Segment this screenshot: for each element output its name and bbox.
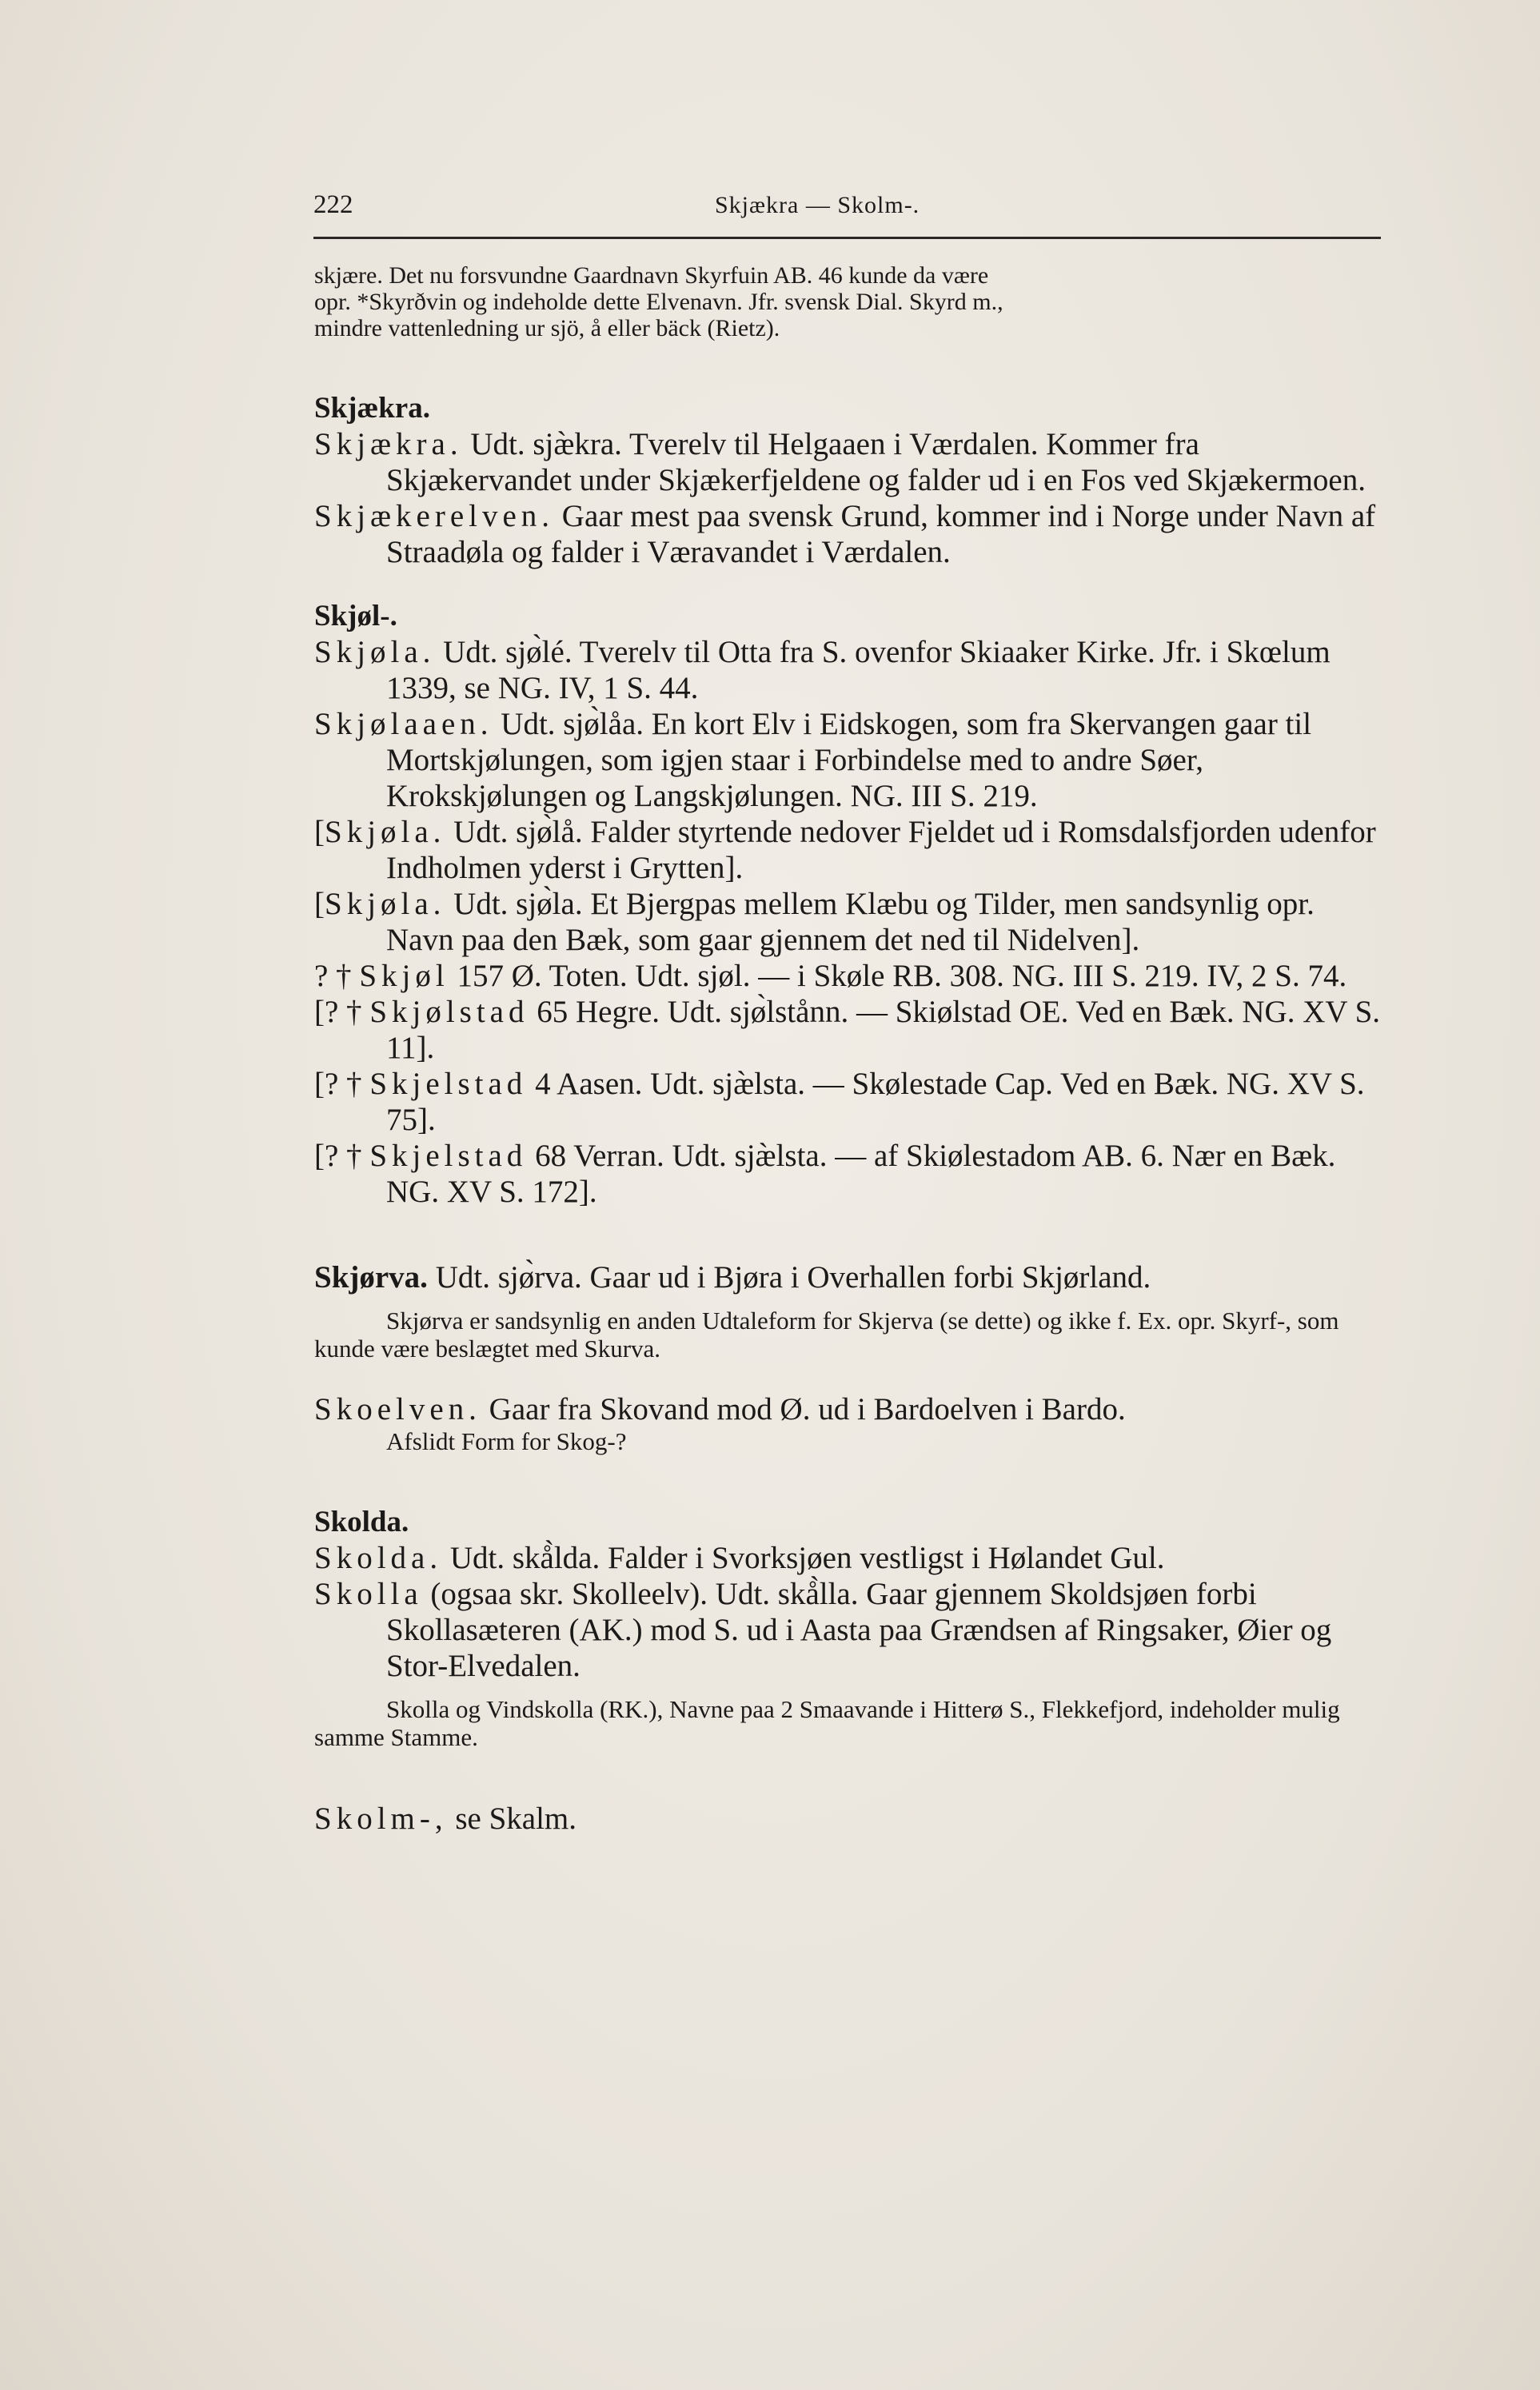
entry-name: Skjølstad (369, 995, 529, 1029)
entry-skjelstad-verran (314, 1138, 1382, 1210)
entry-name: Skjølaaen. (314, 707, 493, 741)
note-skolla: Skolla og Vindskolla (RK.), Navne paa 2 Smaavande i Hitterø S., Flekkefjord, indeholder mulig samme Stamme. (314, 1695, 1340, 1751)
entry-text: Gaar fra Skovand mod Ø. ud i Bardoelven i Bardo. (489, 1392, 1126, 1426)
spacer (314, 1684, 1382, 1695)
entry-skjola-romsdal (314, 814, 1382, 886)
page-header (313, 190, 1379, 238)
entry-prefix: [? † (314, 1067, 370, 1101)
entry-name: Skjelstad (369, 1067, 528, 1101)
entry-skolm (314, 1801, 1382, 1837)
entry-name: Skjækra. (314, 427, 463, 461)
entry-prefix: [ (314, 887, 325, 921)
entry-name: Skolda. (314, 1541, 443, 1575)
section-heading-skjaekra: Skjækra. (314, 392, 430, 425)
entry-text: 157 Ø. Toten. Udt. sjøl. — i Skøle RB. 308. NG. III S. 219. IV, 2 S. 74. (457, 959, 1347, 993)
entry-text: Gaar mest paa svensk Grund, kommer ind i Norge under Navn af Straadøla og falder i Væravandet i Værdalen. (386, 499, 1376, 569)
entry-name: Skjøla. (325, 887, 446, 921)
spacer (314, 341, 1382, 391)
spacer (314, 570, 1382, 599)
intro-line: skjære. Det nu forsvundne Gaardnavn Skyrfuin AB. 46 kunde da være (314, 262, 989, 289)
entry-text: se Skalm. (455, 1801, 577, 1836)
entry-skjola-otta (314, 634, 1382, 706)
intro-line: mindre vattenledning ur sjö, å eller bäck (Rietz). (314, 315, 780, 341)
entry-text: 4 Aasen. Udt. sjæ̀lsta. — Skølestade Cap. Ved en Bæk. NG. XV S. 75]. (386, 1067, 1365, 1137)
entry-text: (ogsaa skr. Skolleelv). Udt. skå̀lla. Gaar gjennem Skoldsjøen forbi Skollasæteren (AK.) mod S. ud i Aasta paa Grændsen af Ringsaker, Øier og Stor-Elvedalen. (386, 1577, 1332, 1683)
entry-name: Skjøla. (325, 815, 446, 849)
entry-skjola-klaebu (314, 886, 1382, 958)
entry-prefix: [? † (314, 995, 370, 1029)
entry-skjol-toten (314, 958, 1382, 994)
spacer (314, 1363, 1382, 1391)
entry-prefix: ? † (314, 959, 360, 993)
spacer (314, 1455, 1382, 1505)
running-head: Skjækra — Skolm-. (715, 192, 920, 218)
entry-name: Skoelven. (314, 1392, 481, 1426)
entry-name: Skolla (314, 1577, 423, 1611)
entry-skjaekra (314, 426, 1382, 498)
entry-name: Skjøl (359, 959, 449, 993)
entry-prefix: [ (314, 815, 325, 849)
entry-text: Udt. sjø̀låa. En kort Elv i Eidskogen, som fra Skervangen gaar til Mortskjølungen, som igjen staar i Forbindelse med to andre Søer, Krokskjølungen og Langskjølungen. NG. III S. 219. (386, 707, 1312, 813)
entry-name: Skjækerelven. (314, 499, 555, 533)
page-number: 222 (313, 190, 353, 219)
entry-name: Skjøla. (314, 635, 436, 669)
section-heading-skjorva: Skjørva. (314, 1260, 428, 1295)
entry-text: 65 Hegre. Udt. sjø̀lstånn. — Skiølstad OE. Ved en Bæk. NG. XV S. 11]. (386, 995, 1381, 1065)
entry-text: Udt. sjø̀rva. Gaar ud i Bjøra i Overhallen forbi Skjørland. (435, 1260, 1151, 1295)
note-skoelven: Afslidt Form for Skog-? (386, 1427, 627, 1455)
spacer (314, 1295, 1382, 1307)
header-rule (313, 237, 1381, 239)
entry-skolda (314, 1540, 1382, 1576)
intro-line: opr. *Skyrðvin og indeholde dette Elvenavn. Jfr. svensk Dial. Skyrd m., (314, 289, 1003, 315)
spacer (314, 1751, 1382, 1801)
entry-text: 68 Verran. Udt. sjæ̀lsta. — af Skiølestadom AB. 6. Nær en Bæk. NG. XV S. 172]. (386, 1139, 1336, 1209)
entry-name: Skolm-, (314, 1801, 448, 1836)
entry-skjolstad (314, 994, 1382, 1066)
entry-skjelstad-aasen (314, 1066, 1382, 1138)
note-skjorva: Skjørva er sandsynlig en anden Udtaleform for Skjerva (se dette) og ikke f. Ex. opr. Skyrf-, som kunde være beslægtet med Skurva. (314, 1307, 1339, 1363)
entry-skjorva (314, 1259, 1382, 1295)
page-content (314, 262, 1382, 1837)
spacer (314, 1210, 1382, 1259)
entry-skolla (314, 1576, 1382, 1684)
entry-text: Udt. sjø̀la. Et Bjergpas mellem Klæbu og Tilder, men sandsynlig opr. Navn paa den Bæk, som gaar gjennem det ned til Nidelven]. (386, 887, 1315, 957)
entry-text: Udt. sjø̀lé. Tverelv til Otta fra S. ovenfor Skiaaker Kirke. Jfr. i Skœlum 1339, se NG. IV, 1 S. 44. (386, 635, 1331, 705)
entry-text: Udt. sjø̀lå. Falder styrtende nedover Fjeldet ud i Romsdalsfjorden udenfor Indholmen yderst i Grytten]. (386, 815, 1376, 885)
section-heading-skolda: Skolda. (314, 1506, 409, 1538)
entry-skjaekerelven (314, 498, 1382, 570)
entry-skjolaaen (314, 706, 1382, 814)
entry-skoelven (314, 1391, 1382, 1427)
entry-text: Udt. sjæ̀kra. Tverelv til Helgaaen i Værdalen. Kommer fra Skjækervandet under Skjækerfjeldene og falder ud i en Fos ved Skjækermoen. (386, 427, 1366, 497)
entry-name: Skjelstad (369, 1139, 528, 1173)
entry-text: Udt. skå̀lda. Falder i Svorksjøen vestligst i Hølandet Gul. (449, 1541, 1165, 1575)
entry-prefix: [? † (314, 1139, 370, 1173)
section-heading-skjol: Skjøl-. (314, 600, 397, 632)
